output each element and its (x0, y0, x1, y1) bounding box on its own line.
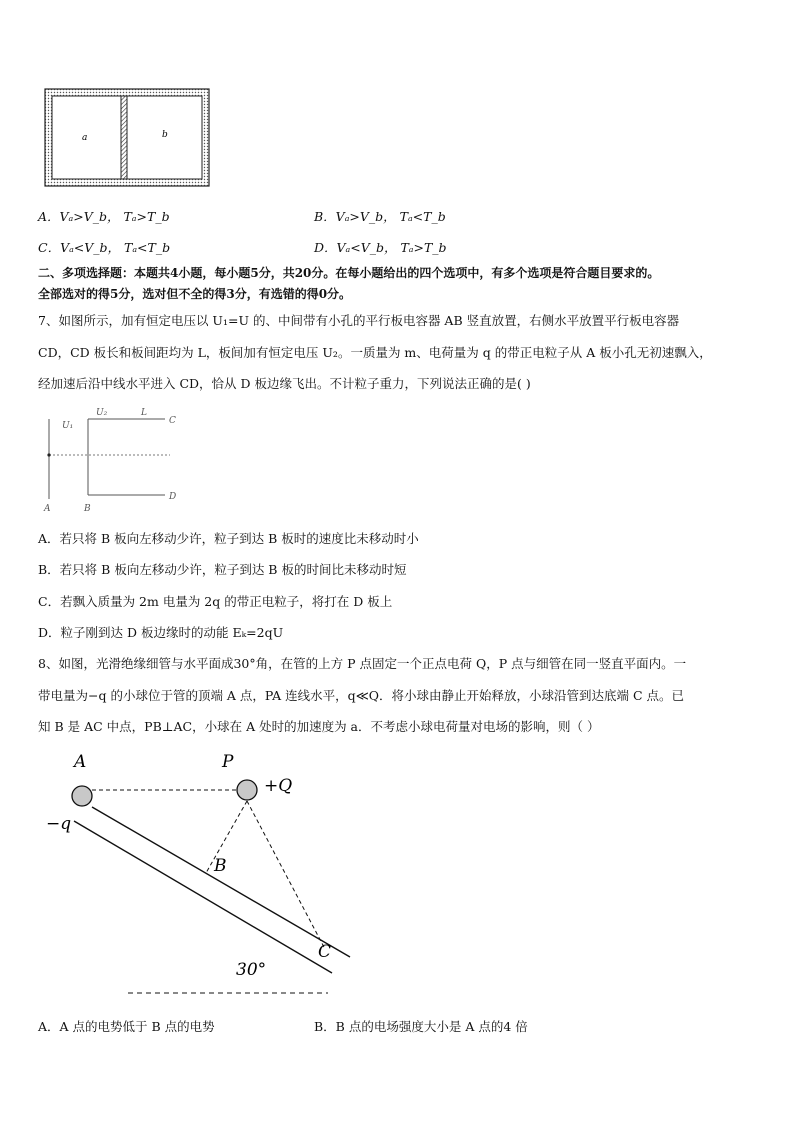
movable-partition (121, 96, 127, 179)
label-minus-q: −q (46, 814, 72, 834)
label-C: C (169, 416, 176, 426)
label-U1: U₁ (62, 421, 74, 431)
q8-option-a[interactable]: A．A 点的电势低于 B 点的电势 (38, 1019, 215, 1034)
q7-option-b[interactable]: B．若只将 B 板向左移动少许，粒子到达 B 板的时间比未移动时短 (38, 562, 407, 577)
label-D: D (169, 492, 177, 502)
q7-stem-line3: 经加速后沿中线水平进入 CD，恰从 D 板边缘飞出。不计粒子重力，下列说法正确的是( ) (38, 376, 531, 391)
q7-stem-line2: CD，CD 板长和板间距均为 L，板间加有恒定电压 U₂。一质量为 m、电荷量为 q 的带正电粒子从 A 板小孔无初速飘入， (38, 345, 712, 360)
q7-option-a[interactable]: A．若只将 B 板向左移动少许，粒子到达 B 板时的速度比未移动时小 (38, 531, 419, 546)
q6-option-a[interactable]: A．Vₐ>V_b， Tₐ>T_b (38, 209, 170, 224)
q7-option-c[interactable]: C．若飘入质量为 2m 电量为 2q 的带正电粒子，将打在 D 板上 (38, 594, 393, 609)
PB-line (206, 801, 247, 873)
label-A: A (74, 752, 87, 772)
q7-stem-line1: 7、如图所示，加有恒定电压以 U₁=U 的、中间带有小孔的平行板电容器 AB 竖直放置，右侧水平放置平行板电容器 (38, 313, 680, 328)
section2-heading-line2: 全部选对的得5分，选对但不全的得3分，有选错的得0分。 (38, 287, 352, 301)
label-C: C (318, 942, 332, 962)
particle (47, 453, 50, 456)
q8-option-b[interactable]: B．B 点的电场强度大小是 A 点的4 倍 (314, 1019, 528, 1034)
q7-capacitor-figure (38, 403, 188, 515)
q8-stem-line1: 8、如图，光滑绝缘细管与水平面成30°角，在管的上方 P 点固定一个正点电荷 Q，P 点与细管在同一竖直平面内。一 (38, 656, 687, 671)
label-Q: +Q (264, 776, 293, 796)
q8-stem-line3: 知 B 是 AC 中点，PB⊥AC，小球在 A 处时的加速度为 a．不考虑小球电荷量对电场的影响，则（ ） (38, 719, 600, 734)
label-B: B (84, 504, 91, 514)
label-U2: U₂ (96, 408, 108, 418)
tube-upper-wall (92, 807, 350, 957)
PC-line (247, 801, 325, 949)
label-angle: 30° (236, 960, 267, 980)
q6-container-figure (44, 88, 210, 188)
q6-option-d[interactable]: D．Vₐ<V_b， Tₐ>T_b (314, 240, 447, 255)
section2-heading-line1: 二、多项选择题：本题共4小题，每小题5分，共20分。在每小题给出的四个选项中，有多个选项是符合题目要求的。 (38, 266, 660, 280)
q8-stem-line2: 带电量为−q 的小球位于管的顶端 A 点，PA 连线水平，q≪Q．将小球由静止开始释放，小球沿管到达底端 C 点。已 (38, 688, 685, 703)
charge-P (237, 780, 257, 800)
region-b-label: b (162, 130, 168, 140)
label-L: L (141, 408, 147, 418)
q7-option-d[interactable]: D．粒子刚到达 D 板边缘时的动能 Eₖ=2qU (38, 625, 284, 640)
tube-lower-wall (74, 821, 332, 973)
q6-option-c[interactable]: C．Vₐ<V_b， Tₐ<T_b (38, 240, 171, 255)
label-P: P (222, 752, 234, 772)
q6-option-b[interactable]: B．Vₐ>V_b， Tₐ<T_b (314, 209, 446, 224)
ball-A (72, 786, 92, 806)
label-A: A (44, 504, 51, 514)
q8-tube-figure (40, 745, 360, 1000)
region-a-label: a (82, 133, 88, 143)
label-B: B (214, 856, 227, 876)
